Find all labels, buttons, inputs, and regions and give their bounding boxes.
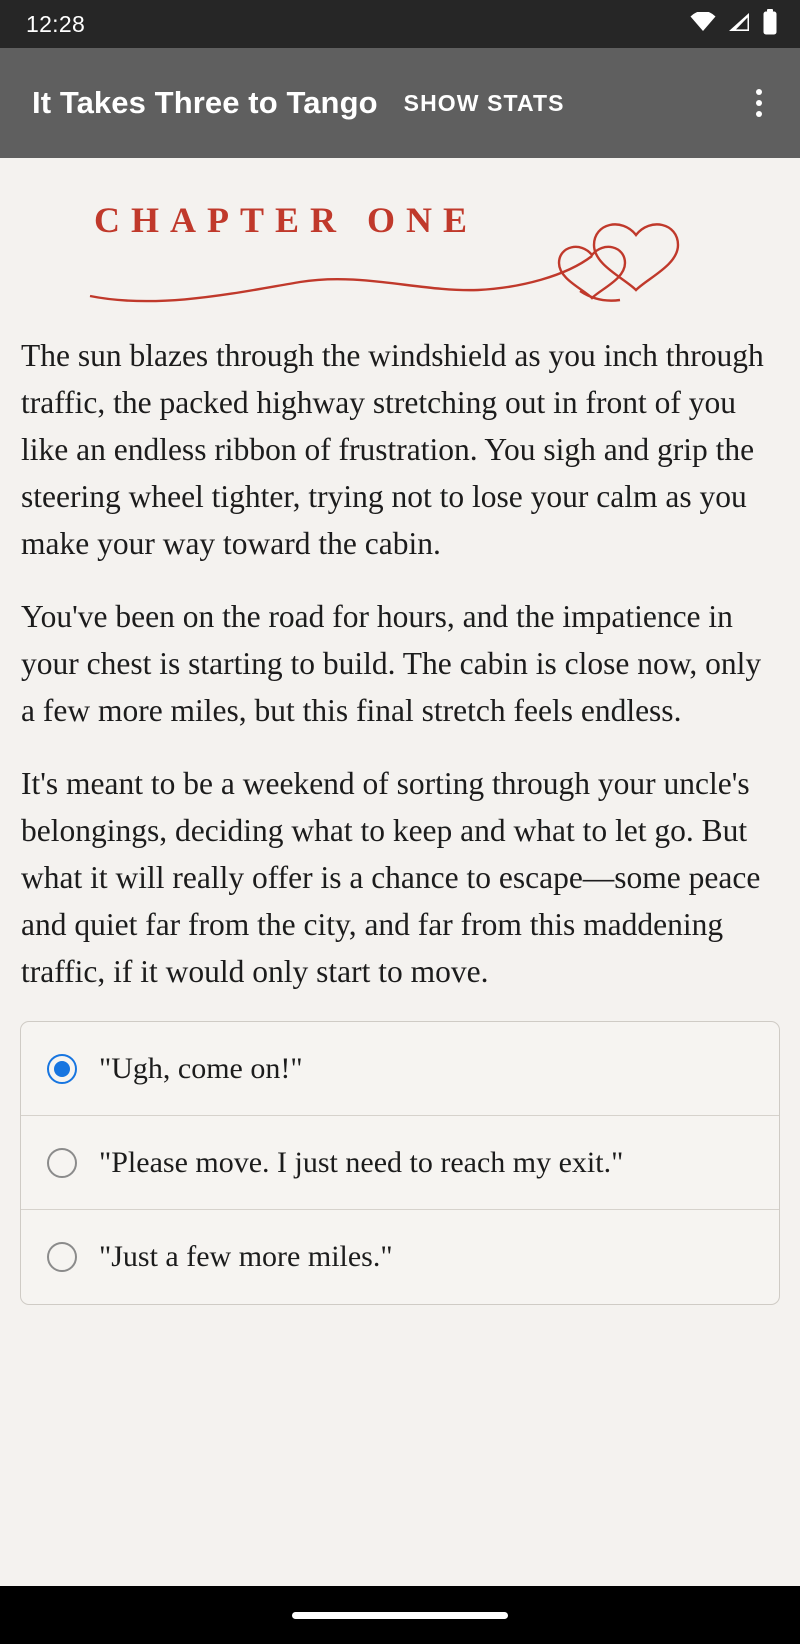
choice-option-2[interactable] <box>21 1116 779 1210</box>
story-content[interactable] <box>0 158 800 1586</box>
chapter-header <box>20 158 780 326</box>
choice-label: "Please move. I just need to reach my exit." <box>99 1145 624 1179</box>
chapter-one-heading-art <box>80 188 720 318</box>
radio-button-icon[interactable] <box>47 1242 77 1272</box>
choice-option-3[interactable] <box>21 1210 779 1304</box>
choice-label: "Just a few more miles." <box>99 1240 393 1273</box>
more-vertical-icon[interactable] <box>732 76 786 130</box>
radio-button-icon[interactable] <box>47 1054 77 1084</box>
page-title: It Takes Three to Tango <box>32 85 378 120</box>
battery-icon <box>762 9 778 40</box>
home-gesture-pill[interactable] <box>292 1612 508 1619</box>
story-paragraph: It's meant to be a weekend of sorting through your uncle's belongings, deciding what to keep and what to let go. But what it will really offer is a chance to escape—some peace and quiet far from the city, and far from this maddening traffic, if it would only start to move. <box>21 766 761 989</box>
choice-list <box>20 1021 780 1305</box>
story-paragraph: The sun blazes through the windshield as you inch through traffic, the packed highway stretching out in front of you like an endless ribbon of frustration. You sigh and grip the steering wheel tighter, trying not to lose your calm as you make your way toward the cabin. <box>21 338 764 561</box>
choice-option-1[interactable] <box>21 1022 779 1116</box>
show-stats-button[interactable]: SHOW STATS <box>403 89 565 116</box>
radio-button-icon[interactable] <box>47 1148 77 1178</box>
status-clock: 12:28 <box>26 10 86 37</box>
story-paragraph: You've been on the road for hours, and the impatience in your chest is starting to build. The cabin is close now, only a few more miles, but this final stretch feels endless. <box>21 599 762 728</box>
choice-label: "Ugh, come on!" <box>99 1051 303 1085</box>
chapter-heading-text: CHAPTER ONE <box>94 200 479 240</box>
app-bar <box>0 48 800 158</box>
cellular-signal-icon <box>727 12 751 37</box>
status-icon-group <box>690 9 778 40</box>
wifi-icon <box>690 12 716 37</box>
system-navigation-bar <box>0 1586 800 1644</box>
status-bar <box>0 0 800 48</box>
